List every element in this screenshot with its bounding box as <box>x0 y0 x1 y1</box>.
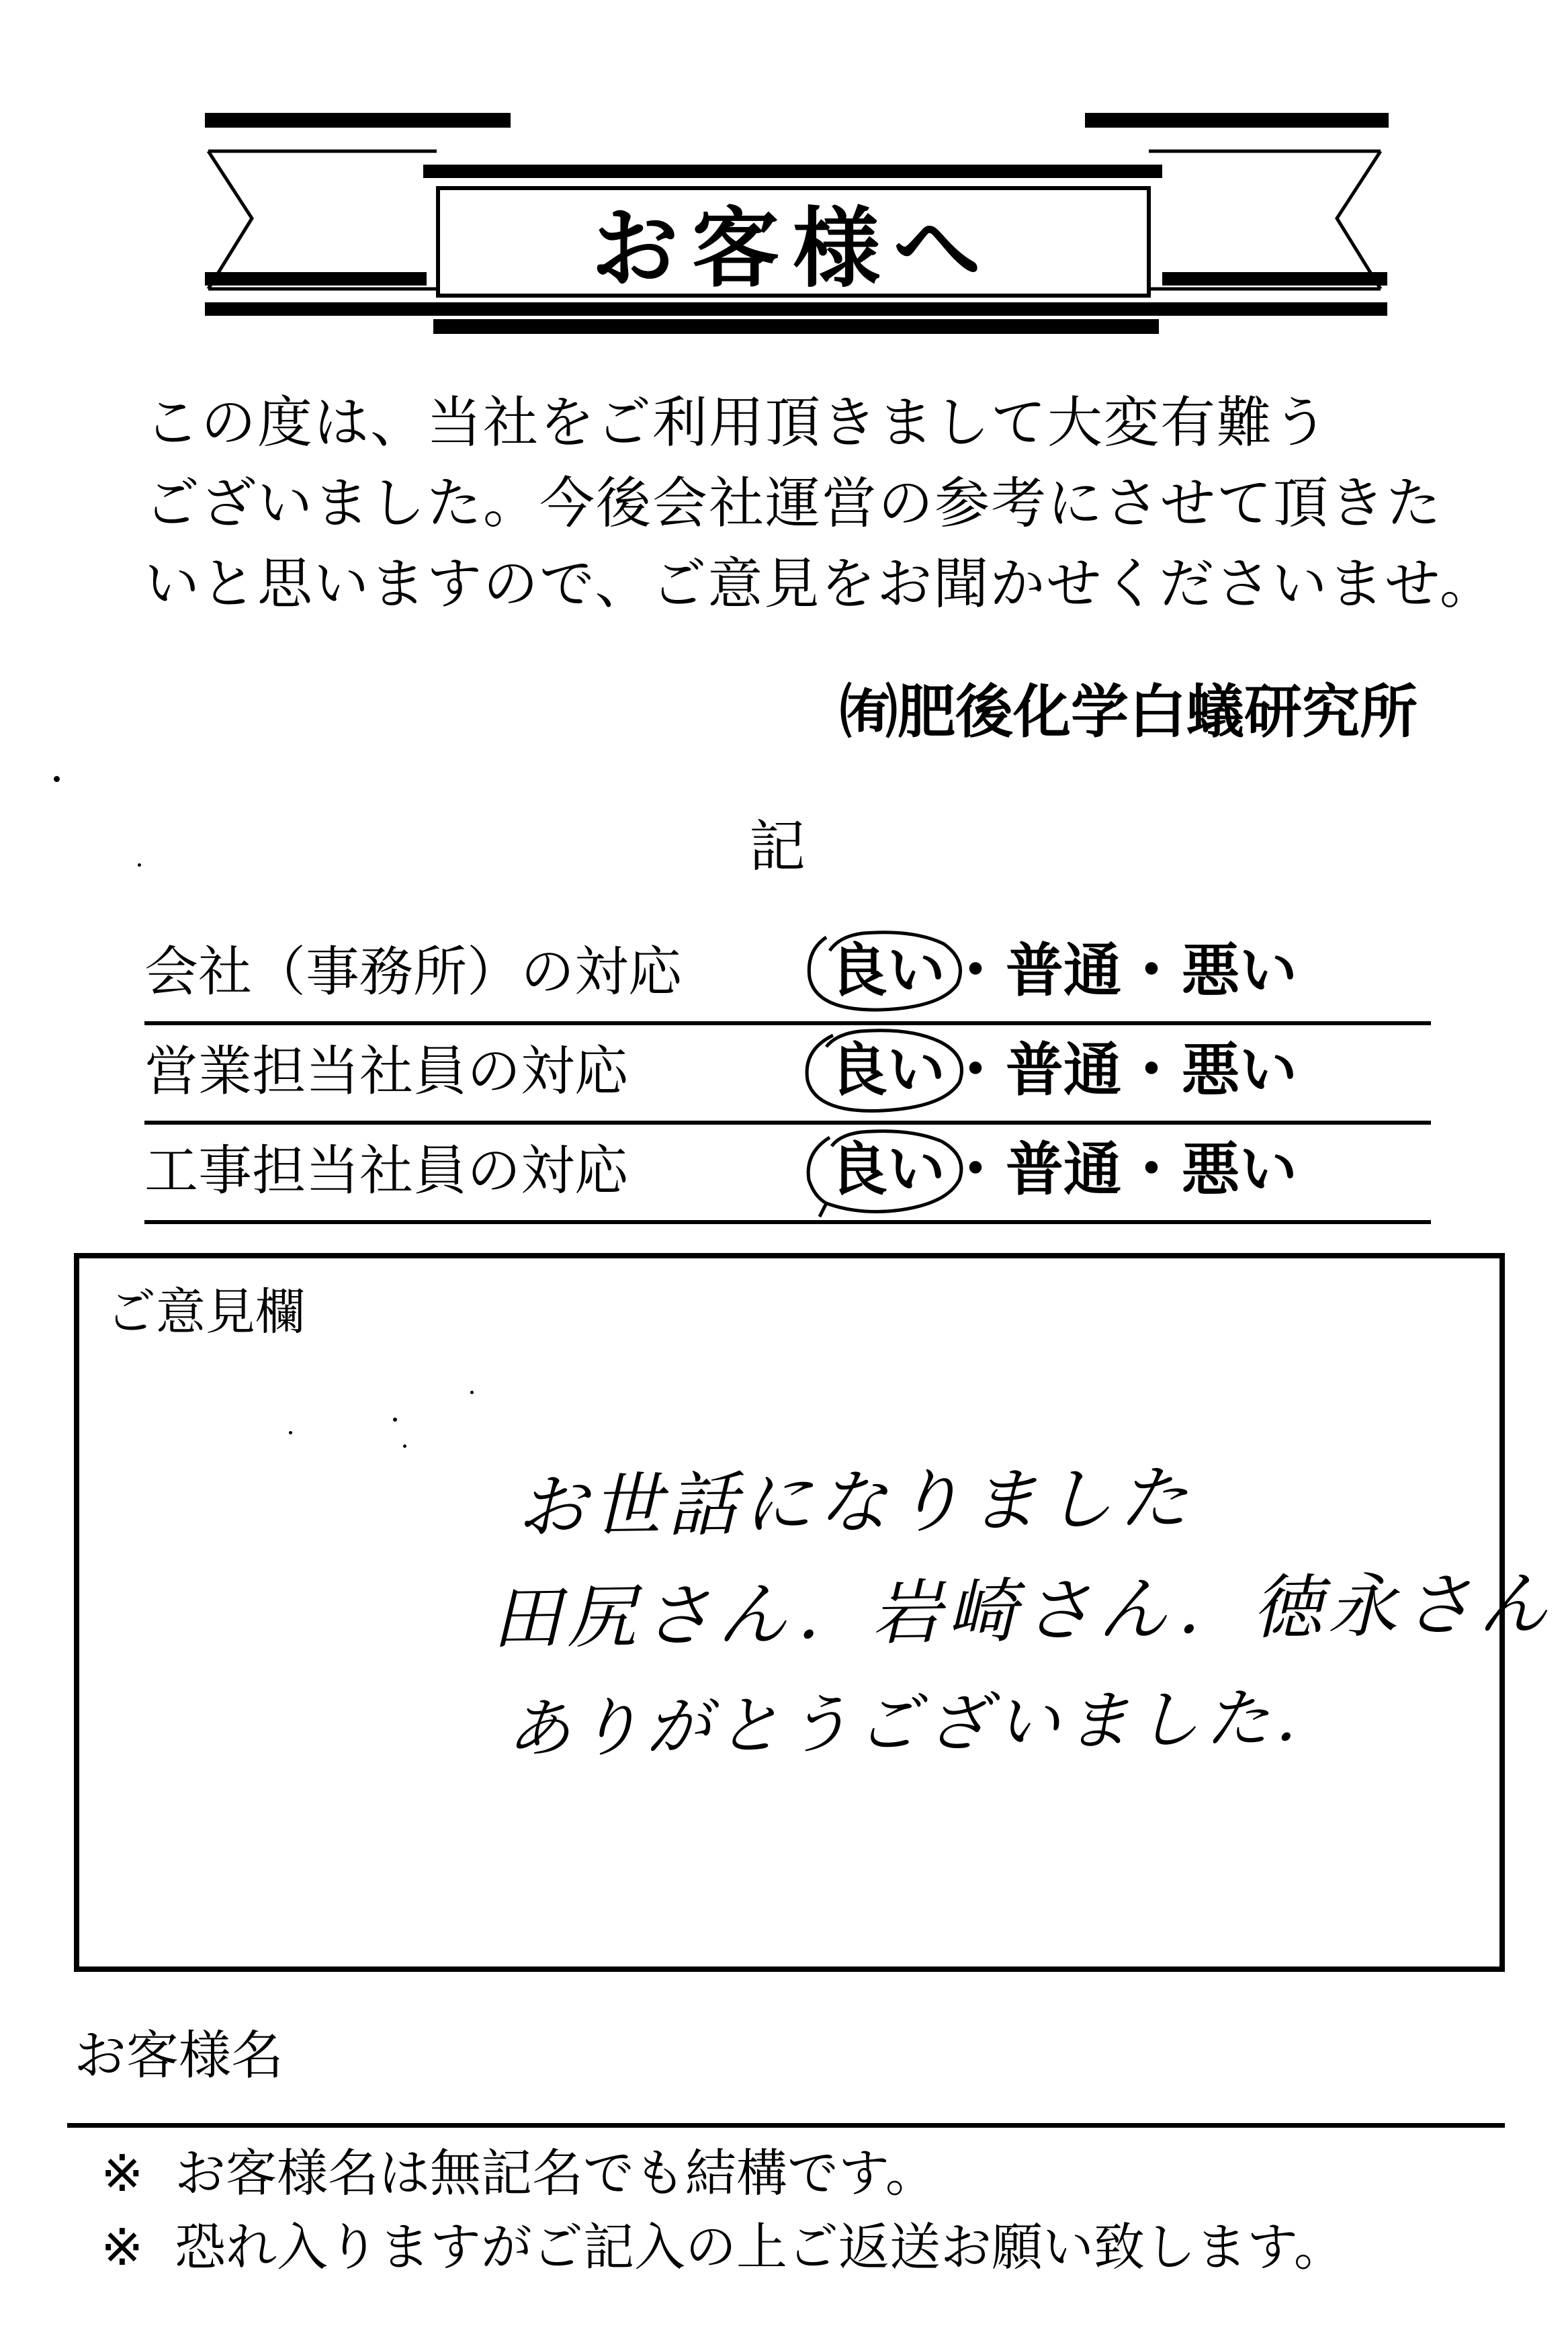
note-text: 恐れ入りますがご記入の上ご返送お願い致します。 <box>175 2217 1345 2277</box>
option-bad[interactable]: 悪い <box>1182 1136 1297 1203</box>
title-banner <box>195 101 1391 343</box>
note-mark: ※ <box>101 2143 144 2203</box>
option-bad[interactable]: 悪い <box>1182 1037 1297 1104</box>
company-name: ㈲肥後化学白蟻研究所 <box>840 679 1418 746</box>
handwritten-line: お世話になりました <box>516 1457 1194 1549</box>
note-text: お客様名は無記名でも結構です。 <box>175 2143 937 2203</box>
handwritten-line: ありがとうございました． <box>505 1680 1346 1767</box>
option-bad[interactable]: 悪い <box>1182 937 1297 1004</box>
option-separator: ・ <box>947 937 1004 1004</box>
option-normal[interactable]: 普通 <box>1006 937 1121 1004</box>
scan-speck <box>289 1431 292 1434</box>
option-separator: ・ <box>1123 1037 1180 1104</box>
rating-row-sales[interactable] <box>144 1023 1431 1125</box>
option-normal[interactable]: 普通 <box>1006 1136 1121 1203</box>
note-mark: ※ <box>101 2217 144 2277</box>
intro-line: この度は、当社をご利用頂きまして大変有難う <box>144 391 1330 455</box>
rating-label: 工事担当社員の対応 <box>144 1139 628 1202</box>
option-good[interactable]: 良い <box>830 1037 945 1104</box>
rating-label: 会社（事務所）の対応 <box>144 941 682 1003</box>
option-separator: ・ <box>947 1136 1004 1203</box>
handwritten-line: 田尻さん．岩崎さん．徳永さん <box>490 1562 1554 1659</box>
scan-speck <box>54 776 60 782</box>
scan-speck <box>393 1418 397 1422</box>
scan-speck <box>470 1391 474 1394</box>
scan-speck <box>403 1444 406 1448</box>
rating-row-office[interactable] <box>144 924 1431 1025</box>
note-line <box>101 2136 1345 2210</box>
rating-options <box>830 1037 1297 1104</box>
comment-box[interactable] <box>74 1253 1554 1972</box>
intro-line: いと思いますので、ご意見をお聞かせくださいませ。 <box>144 552 1496 616</box>
rating-row-construction[interactable] <box>144 1123 1431 1224</box>
option-separator: ・ <box>947 1037 1004 1104</box>
customer-name-field-line[interactable] <box>67 2123 1505 2128</box>
rating-options <box>830 1136 1297 1203</box>
option-separator: ・ <box>1123 937 1180 1004</box>
handwritten-comment <box>442 1438 1554 1786</box>
rating-options <box>830 937 1297 1004</box>
scan-speck <box>138 863 141 867</box>
option-normal[interactable]: 普通 <box>1006 1037 1121 1104</box>
rating-label: 営業担当社員の対応 <box>144 1040 628 1103</box>
option-separator: ・ <box>1123 1136 1180 1203</box>
comment-title: ご意見欄 <box>106 1283 305 1341</box>
intro-paragraph <box>144 383 1496 625</box>
option-good[interactable]: 良い <box>830 937 945 1004</box>
customer-name-label: お客様名 <box>74 2026 284 2086</box>
note-line <box>101 2210 1345 2284</box>
option-good[interactable]: 良い <box>830 1136 945 1203</box>
ki-heading: 記 <box>749 814 806 879</box>
page-title: お客様へ <box>591 197 994 300</box>
intro-line: ございました。今後会社運営の参考にさせて頂きた <box>144 472 1443 535</box>
footer-notes <box>101 2136 1345 2284</box>
